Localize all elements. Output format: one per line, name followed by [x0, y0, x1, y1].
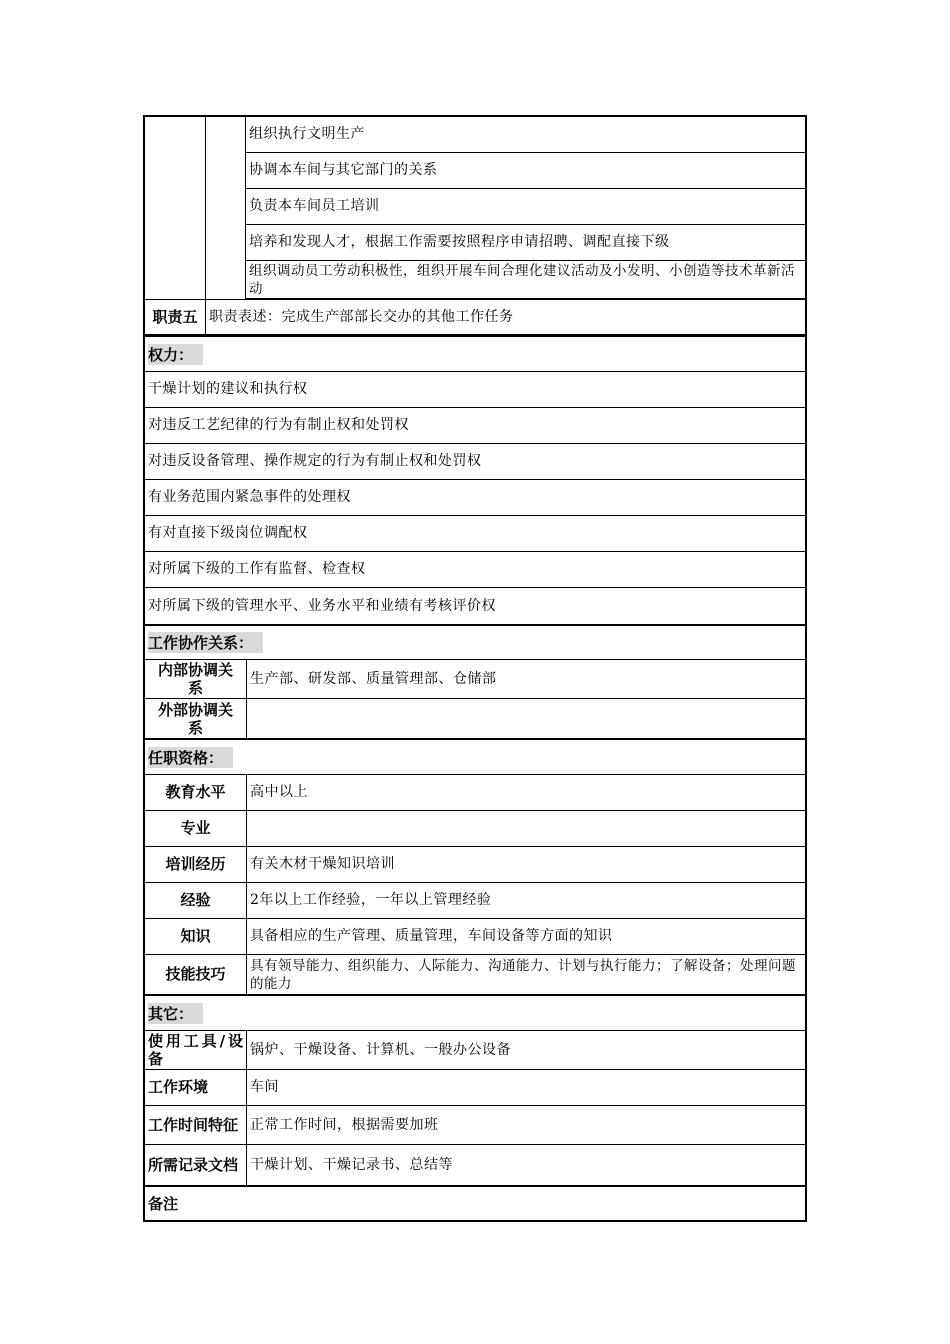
internal-coordination-label: 内部协调关系 — [145, 660, 247, 698]
authority-item-text: 对违反工艺纪律的行为有制止权和处罚权 — [148, 417, 409, 433]
authority-item — [145, 408, 805, 444]
external-coordination-label: 外部协调关系 — [145, 699, 247, 738]
duty-item-text: 组织执行文明生产 — [249, 126, 365, 142]
other-block — [143, 994, 807, 1185]
other-value: 干燥计划、干燥记录书、总结等 — [250, 1156, 453, 1173]
external-coordination-row — [145, 699, 805, 738]
qualification-label: 经验 — [145, 883, 247, 918]
qualification-row — [145, 955, 805, 994]
other-row — [145, 1070, 805, 1106]
duty-item — [246, 153, 805, 189]
duty-label-column-empty — [145, 117, 206, 299]
qualification-label: 教育水平 — [145, 775, 247, 810]
authority-section-title — [145, 337, 805, 372]
duty-item — [246, 225, 805, 261]
authority-item-text: 有业务范围内紧急事件的处理权 — [148, 489, 351, 505]
authority-item — [145, 444, 805, 480]
qualification-block — [143, 738, 807, 994]
authority-item-text: 对违反设备管理、操作规定的行为有制止权和处罚权 — [148, 453, 482, 469]
duty-item — [246, 189, 805, 225]
duty-item-text: 培养和发现人才，根据工作需要按照程序申请招聘、调配直接下级 — [249, 234, 670, 250]
qualification-value: 2年以上工作经验，一年以上管理经验 — [250, 892, 492, 908]
qualification-section-title — [145, 740, 805, 775]
authority-item — [145, 480, 805, 516]
authority-block — [143, 335, 807, 624]
other-value: 正常工作时间，根据需要加班 — [250, 1116, 439, 1133]
qualification-row — [145, 883, 805, 919]
cooperation-block — [143, 624, 807, 738]
duty-continuation-group — [145, 117, 805, 299]
qualification-label: 培训经历 — [145, 847, 247, 882]
qualification-value: 高中以上 — [250, 784, 308, 800]
other-label: 使用工具/设备 — [145, 1031, 247, 1069]
other-section-title — [145, 996, 805, 1031]
other-value: 锅炉、干燥设备、计算机、一般办公设备 — [250, 1041, 511, 1058]
duty-five-text: 职责表述：完成生产部部长交办的其他工作任务 — [209, 308, 514, 325]
other-label: 工作环境 — [145, 1070, 247, 1105]
duty-item-text: 协调本车间与其它部门的关系 — [249, 162, 438, 178]
other-title: 其它： — [148, 1003, 203, 1024]
authority-item — [145, 588, 805, 624]
qualification-label: 知识 — [145, 919, 247, 954]
qualification-label: 技能技巧 — [145, 955, 247, 994]
authority-item-text: 对所属下级的管理水平、业务水平和业绩有考核评价权 — [148, 597, 496, 614]
duty-item — [246, 261, 805, 299]
other-row — [145, 1145, 805, 1185]
authority-item — [145, 552, 805, 588]
duty-item — [246, 117, 805, 153]
other-label: 所需记录文档 — [145, 1145, 247, 1185]
duty-sub-column-empty — [206, 117, 246, 299]
internal-coordination-row — [145, 660, 805, 699]
duty-items-list — [246, 117, 805, 299]
remarks-row — [145, 1187, 805, 1220]
qualification-label: 专业 — [145, 811, 247, 846]
remarks-block — [143, 1185, 807, 1222]
duty-item-text: 负责本车间员工培训 — [249, 198, 380, 214]
external-coordination-value — [247, 699, 805, 738]
duty-five-label: 职责五 — [145, 300, 206, 334]
duties-block — [143, 115, 807, 335]
internal-coordination-value: 生产部、研发部、质量管理部、仓储部 — [250, 670, 497, 687]
qualification-value: 具备相应的生产管理、质量管理，车间设备等方面的知识 — [250, 928, 613, 944]
remarks-title: 备注 — [148, 1195, 179, 1213]
authority-item-text: 干燥计划的建议和执行权 — [148, 381, 308, 397]
authority-item-text: 对所属下级的工作有监督、检查权 — [148, 561, 366, 577]
duty-item-text: 组织调动员工劳动积极性，组织开展车间合理化建议活动及小发明、小创造等技术革新活动 — [249, 262, 795, 297]
authority-item — [145, 516, 805, 552]
authority-title: 权力： — [148, 344, 203, 365]
authority-item — [145, 372, 805, 408]
duty-five-row — [145, 299, 805, 335]
other-row — [145, 1031, 805, 1070]
qualification-value: 具有领导能力、组织能力、人际能力、沟通能力、计划与执行能力；了解设备；处理问题的能力 — [250, 957, 796, 992]
authority-item-text: 有对直接下级岗位调配权 — [148, 525, 308, 541]
qualification-value: 有关木材干燥知识培训 — [250, 856, 395, 872]
qualification-row — [145, 847, 805, 883]
other-row — [145, 1106, 805, 1145]
qualification-title: 任职资格： — [148, 747, 233, 768]
other-label: 工作时间特征 — [145, 1106, 247, 1144]
other-value: 车间 — [250, 1079, 279, 1095]
cooperation-title: 工作协作关系： — [148, 632, 263, 653]
qualification-row — [145, 811, 805, 847]
cooperation-section-title — [145, 626, 805, 660]
qualification-row — [145, 775, 805, 811]
job-description-table — [143, 115, 807, 1222]
qualification-row — [145, 919, 805, 955]
qualification-value — [247, 811, 805, 846]
